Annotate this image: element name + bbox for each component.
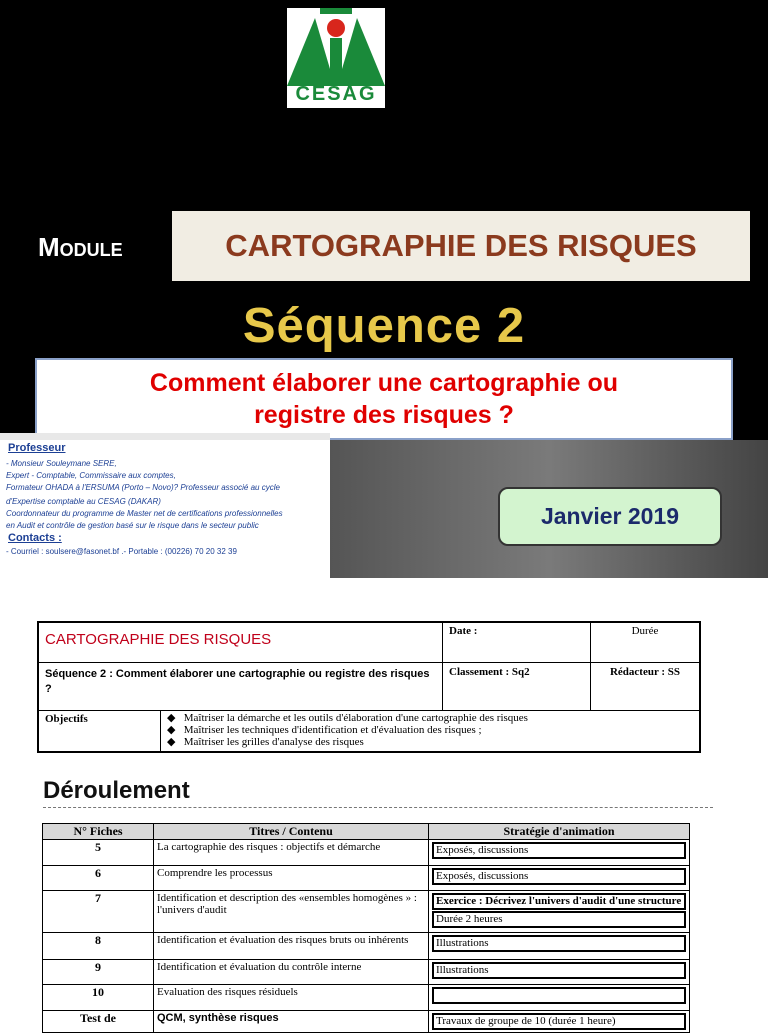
deroulement-table (42, 823, 690, 1033)
module-label: Module (38, 232, 123, 262)
deroulement-heading: Déroulement (43, 777, 190, 804)
professor-line: d'Expertise comptable au CESAG (DAKAR) (6, 497, 161, 506)
duree-label: Durée (591, 623, 699, 663)
sequence-description: Séquence 2 : Comment élaborer une cartographie ou registre des risques ? (39, 663, 443, 711)
fiche-number: 6 (43, 866, 154, 891)
table-row (43, 866, 690, 891)
module-title: CARTOGRAPHIE DES RISQUES (225, 228, 697, 263)
fiche-strategy (429, 933, 690, 960)
table-header-row (43, 824, 690, 840)
fiche-title: Evaluation des risques résiduels (154, 985, 429, 1011)
professor-info (0, 440, 330, 578)
fiche-title: Comprendre les processus (154, 866, 429, 891)
fiche-number: 10 (43, 985, 154, 1011)
fiche-strategy (429, 840, 690, 866)
fiche-number: Test de (43, 1011, 154, 1033)
table-row (43, 1011, 690, 1033)
question-text (150, 367, 618, 431)
contacts-heading: Contacts : (8, 532, 62, 544)
strategy-entry: Exposés, discussions (432, 868, 686, 885)
fiche-number: 9 (43, 960, 154, 985)
question-line-2: registre des risques ? (254, 401, 514, 429)
professor-line: en Audit et contrôle de gestion basé sur le risque dans le secteur public (6, 521, 259, 530)
column-header: Stratégie d'animation (429, 824, 690, 840)
strategy-entry: Illustrations (432, 962, 686, 979)
fiche-strategy (429, 985, 690, 1011)
cesag-logo (287, 8, 385, 108)
strategy-entry: Travaux de groupe de 10 (durée 1 heure) (432, 1013, 686, 1030)
strategy-entry (432, 987, 686, 1004)
table-row (43, 960, 690, 985)
redacteur: Rédacteur : SS (591, 663, 699, 711)
strategy-entry: Illustrations (432, 935, 686, 952)
divider (0, 433, 330, 440)
fiche-strategy (429, 891, 690, 933)
professor-line: Coordonnateur du programme de Master net de certifications professionnelles (6, 509, 283, 518)
date-badge (498, 487, 722, 546)
question-box (35, 358, 733, 440)
table-row (43, 891, 690, 933)
table-row (43, 985, 690, 1011)
fiche-number: 5 (43, 840, 154, 866)
contacts-line: - Courriel : soulsere@fasonet.bf .- Portable : (00226) 70 20 32 39 (6, 547, 237, 556)
strategy-entry: Durée 2 heures (432, 911, 686, 928)
strategy-entry: Exposés, discussions (432, 842, 686, 859)
professor-line: Formateur OHADA à l'ERSUMA (Porto – Novo)? Professeur associé au cycle (6, 483, 280, 492)
sequence-title: Séquence 2 (242, 299, 526, 353)
objectif-item: ◆ Maîtriser la démarche et les outils d'élaboration d'une cartographie des risques (167, 712, 528, 724)
fiche-strategy (429, 960, 690, 985)
fiche-number: 8 (43, 933, 154, 960)
document-header-table (37, 621, 701, 753)
logo-text: CESAG (295, 83, 377, 105)
professor-line: Expert - Comptable, Commissaire aux comptes, (6, 471, 176, 480)
date-badge-text: Janvier 2019 (540, 503, 680, 529)
doc-title: CARTOGRAPHIE DES RISQUES (39, 623, 443, 663)
professor-line: - Monsieur Souleymane SERE, (6, 459, 117, 468)
fiche-title: Identification et description des «ensembles homogènes » : l'univers d'audit (154, 891, 429, 933)
table-row (43, 840, 690, 866)
objectif-item: ◆ Maîtriser les techniques d'identification et d'évaluation des risques ; (167, 724, 482, 736)
fiche-strategy (429, 866, 690, 891)
professor-heading: Professeur (8, 442, 66, 454)
column-header: Titres / Contenu (154, 824, 429, 840)
fiche-title: La cartographie des risques : objectifs et démarche (154, 840, 429, 866)
strategy-entry: Exercice : Décrivez l'univers d'audit d'une structure (432, 893, 686, 910)
fiche-number: 7 (43, 891, 154, 933)
table-row (43, 933, 690, 960)
objectifs-label: Objectifs (39, 711, 161, 751)
fiche-title: Identification et évaluation des risques bruts ou inhérents (154, 933, 429, 960)
logo-emblem-icon (287, 8, 385, 88)
question-line-1: Comment élaborer une cartographie ou (149, 369, 619, 397)
objectif-item: ◆ Maîtriser les grilles d'analyse des risques (167, 736, 364, 748)
module-title-box (172, 211, 750, 281)
date-label: Date : (443, 623, 591, 663)
fiche-title: QCM, synthèse risques (154, 1011, 429, 1033)
fiche-strategy (429, 1011, 690, 1033)
classement: Classement : Sq2 (443, 663, 591, 711)
fiche-title: Identification et évaluation du contrôle interne (154, 960, 429, 985)
dashed-separator (43, 807, 713, 808)
column-header: N° Fiches (43, 824, 154, 840)
objectifs-list (161, 711, 699, 751)
